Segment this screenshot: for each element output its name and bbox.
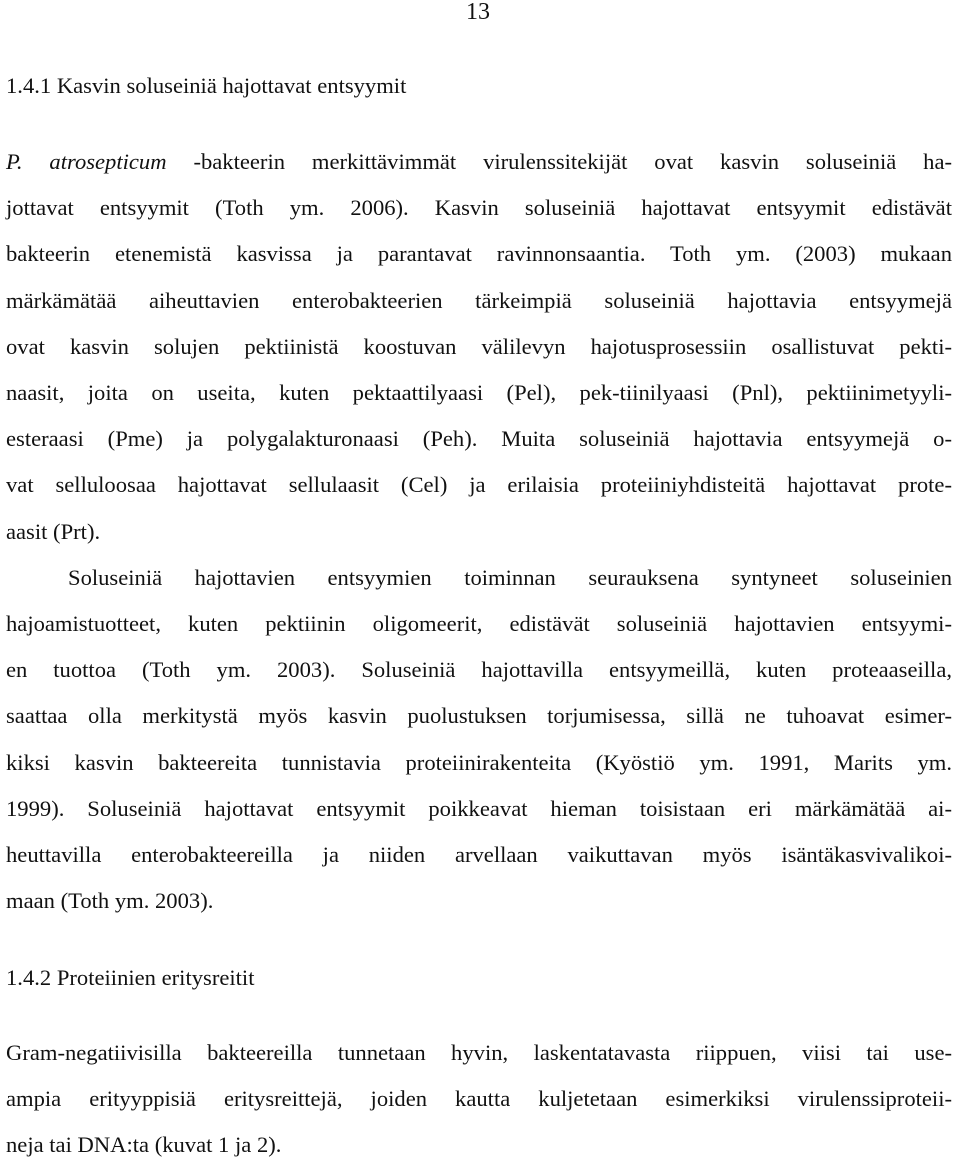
paragraph-3-line-2: ampia erityyppisiä eritysreittejä, joiden kautta kuljetetaan esimerkiksi virulenssiproteii- (6, 1086, 952, 1111)
paragraph-2-line-5: kiksi kasvin bakteereita tunnistavia proteiinirakenteita (Kyöstiö ym. 1991, Marits ym. (6, 750, 952, 775)
paragraph-3-line-3: neja tai DNA:ta (kuvat 1 ja 2). (6, 1132, 282, 1157)
paragraph-1-line-2: jottavat entsyymit (Toth ym. 2006). Kasvin soluseiniä hajottavat entsyymit edistävät (6, 195, 952, 220)
paragraph-1-line-5: ovat kasvin solujen pektiinistä koostuvan välilevyn hajotusprosessiin osallistuvat pekti- (6, 334, 952, 359)
section-heading-1-4-1: 1.4.1 Kasvin soluseiniä hajottavat entsyymit (6, 73, 407, 98)
paragraph-1-line-3: bakteerin etenemistä kasvissa ja parantavat ravinnonsaantia. Toth ym. (2003) mukaan (6, 241, 952, 266)
paragraph-1-line-1-rest: -bakteerin merkittävimmät virulenssitekijät ovat kasvin soluseiniä ha- (166, 149, 952, 174)
paragraph-1-line-6: naasit, joita on useita, kuten pektaattilyaasi (Pel), pek-tiinilyaasi (Pnl), pektiinimetyyli- (6, 380, 952, 405)
paragraph-2-line-1: Soluseiniä hajottavien entsyymien toiminnan seurauksena syntyneet soluseinien (68, 565, 952, 590)
paragraph-2-line-8: maan (Toth ym. 2003). (6, 888, 214, 913)
section-heading-1-4-2: 1.4.2 Proteiinien eritysreitit (6, 965, 255, 990)
paragraph-1-line-9: aasit (Prt). (6, 519, 101, 544)
paragraph-1-line-1 (6, 147, 952, 177)
paragraph-2-line-7: heuttavilla enterobakteereilla ja niiden arvellaan vaikuttavan myös isäntäkasvivalikoi- (6, 842, 952, 867)
paragraph-2-line-3: en tuottoa (Toth ym. 2003). Soluseiniä hajottavilla entsyymeillä, kuten proteaaseilla, (6, 657, 952, 682)
paragraph-2-line-2: hajoamistuotteet, kuten pektiinin oligomeerit, edistävät soluseiniä hajottavien entsyymi- (6, 611, 952, 636)
paragraph-2-line-6: 1999). Soluseiniä hajottavat entsyymit poikkeavat hieman toisistaan eri märkämätää ai- (6, 796, 952, 821)
species-name: P. atrosepticum (6, 149, 167, 174)
page-number: 13 (466, 0, 490, 25)
paragraph-2-line-4: saattaa olla merkitystä myös kasvin puolustuksen torjumisessa, sillä ne tuhoavat esimer- (6, 703, 952, 728)
paragraph-1-line-4: märkämätää aiheuttavien enterobakteerien tärkeimpiä soluseiniä hajottavia entsyymejä (6, 288, 952, 313)
paragraph-1-line-8: vat selluloosaa hajottavat sellulaasit (Cel) ja erilaisia proteiiniyhdisteitä hajottavat prote- (6, 472, 952, 497)
paragraph-1-line-7: esteraasi (Pme) ja polygalakturonaasi (Peh). Muita soluseiniä hajottavia entsyymejä o- (6, 426, 952, 451)
paragraph-3-line-1: Gram-negatiivisilla bakteereilla tunnetaan hyvin, laskentatavasta riippuen, viisi tai use- (6, 1040, 952, 1065)
